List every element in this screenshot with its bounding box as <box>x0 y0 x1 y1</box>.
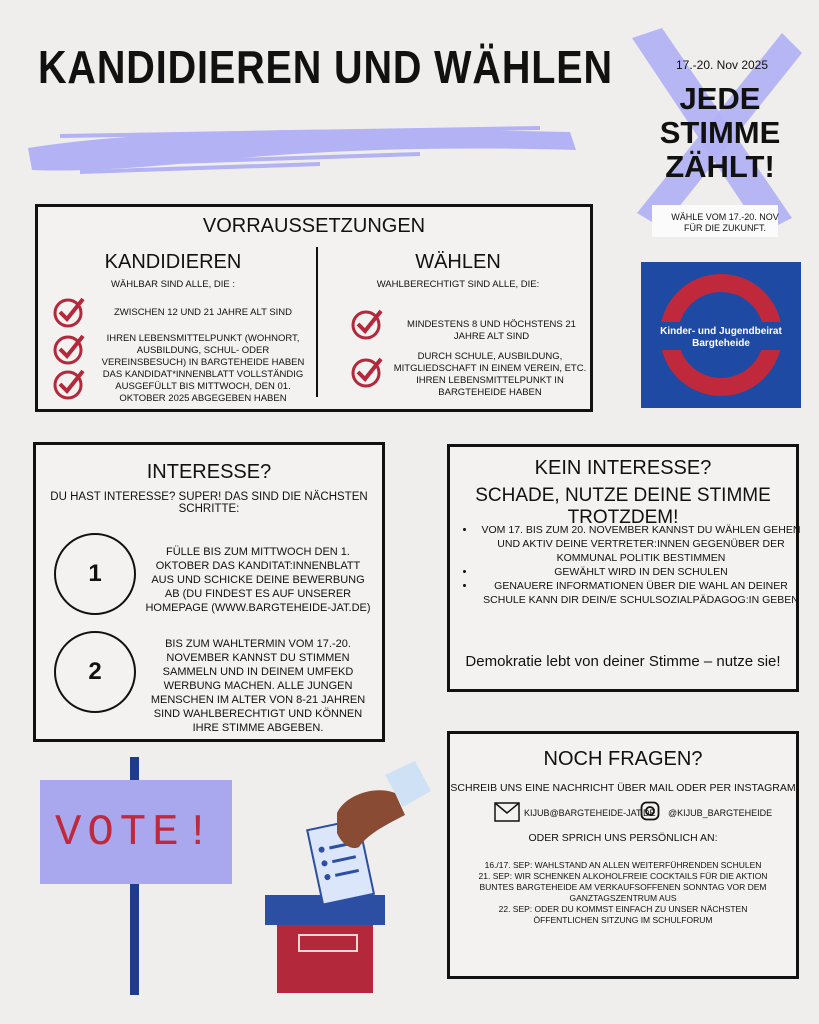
badge-sub-line-1: WÄHLE VOM 17.-20. NOV <box>671 212 779 222</box>
badge-line-2: STIMME <box>659 115 781 150</box>
kandidieren-item-3: DAS KANDIDAT*INNENBLATT VOLLSTÄNDIG AUSGEFÜLLT BIS MITTWOCH, DEN 01. OKTOBER 2025 ABGEGEBEN HABEN <box>102 369 304 404</box>
list-item: • VOM 17. BIS ZUM 20. NOVEMBER KANNST DU WÄHLEN GEHEN UND AKTIV DEINE VERTRETER:INNEN GEGENÜBER DER KOMMUNAL POLITIK BESTIMMEN <box>476 523 806 565</box>
list-item: 21. SEP: WIR SCHENKEN ALKOHOLFREIE COCKTAILS FÜR DIE AKTION BUNTES BARGTEHEIDE AM VERKAUFSOFFENEN SONNTAG VOR DEM GANZTAGSZENTRUM AUS <box>478 871 768 903</box>
badge-sub-line-2: FÜR DIE ZUKUNFT. <box>684 223 766 233</box>
badge-line-1: JEDE <box>679 81 761 116</box>
kein-interesse-title: KEIN INTERESSE? <box>534 457 712 479</box>
kein-interesse-subtitle: SCHADE, NUTZE DEINE STIMME TROTZDEM! <box>475 485 771 528</box>
waehlen-title: WÄHLEN <box>415 251 501 273</box>
list-item: • GENAUERE INFORMATIONEN ÜBER DIE WAHL AN DEINER SCHULE KANN DIR DEIN/E SCHULSOZIALPÄDAGOG:IN GEBEN <box>476 579 806 607</box>
badge-line-3: ZÄHLT! <box>665 149 775 184</box>
fragen-intro: SCHREIB UNS EINE NACHRICHT ÜBER MAIL ODER PER INSTAGRAM <box>450 782 796 794</box>
interesse-box <box>33 442 385 742</box>
ballot-box-illustration <box>255 755 435 995</box>
voraussetzungen-box <box>35 204 593 412</box>
step-text-1: FÜLLE BIS ZUM MITTWOCH DEN 1. OKTOBER DAS KANDITAT:INNENBLATT AUS UND SCHICKE DEINE BEWERBUNG AB (DU FINDEST ES AUF UNSERER HOMEPAGE (WWW.BARGTEHEIDE-JAT.DE) <box>145 546 371 614</box>
events-list <box>478 860 768 926</box>
kein-interesse-list <box>458 523 806 607</box>
kandidieren-item-2: IHREN LEBENSMITTELPUNKT (WOHNORT, AUSBILDUNG, SCHUL- ODER VEREINSBESUCH) IN BARGTEHEIDE HABEN <box>101 333 305 368</box>
logo-text <box>641 326 801 350</box>
kijub-logo <box>641 262 801 408</box>
closing-slogan: Demokratie lebt von deiner Stimme – nutze sie! <box>465 653 781 670</box>
interesse-intro: DU HAST INTERESSE? SUPER! DAS SIND DIE NÄCHSTEN SCHRITTE: <box>50 491 368 515</box>
step-number-2: 2 <box>54 631 136 713</box>
logo-line-2: Bargteheide <box>692 338 750 349</box>
kandidieren-intro: WÄHLBAR SIND ALLE, DIE : <box>110 279 236 290</box>
email-link[interactable]: KIJUB@BARGTEHEIDE-JAT.DE <box>524 808 656 818</box>
step-text-2: BIS ZUM WAHLTERMIN VOM 17.-20. NOVEMBER KANNST DU STIMMEN SAMMELN UND IN DEINEM UMFEKD WERBUNG MACHEN. ALLE JUNGEN MENSCHEN IM ALTER VON 8-21 JAHREN SIND WAHLBERECHTIGT UND KÖNNEN IHRE STIMME ABGEBEN. <box>150 638 366 734</box>
fragen-box <box>447 731 799 979</box>
kandidieren-item-1: ZWISCHEN 12 UND 21 JAHRE ALT SIND <box>113 307 293 318</box>
waehlen-item-2: DURCH SCHULE, AUSBILDUNG, MITGLIEDSCHAFT IN EINEM VEREIN, ETC. IHREN LEBENSMITTELPUNKT IN BARGTEHEIDE HABEN <box>393 351 587 398</box>
instagram-link[interactable]: @KIJUB_BARGTEHEIDE <box>668 808 773 818</box>
page-title: KANDIDIEREN UND WÄHLEN <box>38 41 613 93</box>
fragen-personal: ODER SPRICH UNS PERSÖNLICH AN: <box>528 832 718 844</box>
list-item: 22. SEP: ODER DU KOMMST EINFACH ZU UNSER NÄCHSTEN ÖFFENTLICHEN SITZUNG IM SCHULFORUM <box>498 904 748 925</box>
step-number-1: 1 <box>54 533 136 615</box>
instagram-icon <box>640 801 660 821</box>
waehlen-intro: WAHLBERECHTIGT SIND ALLE, DIE: <box>376 279 540 290</box>
badge-date: 17.-20. Nov 2025 <box>675 58 769 72</box>
checkmark-icon <box>52 295 86 329</box>
list-item: 16./17. SEP: WAHLSTAND AN ALLEN WEITERFÜHRENDEN SCHULEN <box>484 860 762 870</box>
kandidieren-title: KANDIDIEREN <box>104 251 242 273</box>
waehlen-item-1: MINDESTENS 8 UND HÖCHSTENS 21 JAHRE ALT SIND <box>407 319 576 342</box>
brush-stroke-decoration <box>20 120 580 182</box>
list-item: • GEWÄHLT WIRD IN DEN SCHULEN <box>476 565 806 579</box>
fragen-title: NOCH FRAGEN? <box>543 748 703 770</box>
checkmark-icon <box>350 307 384 341</box>
divider <box>316 247 318 397</box>
vote-sign-text: VOTE! <box>54 808 218 858</box>
checkmark-icon <box>52 367 86 401</box>
checkmark-icon <box>350 355 384 389</box>
kein-interesse-box <box>447 444 799 692</box>
interesse-title: INTERESSE? <box>146 461 272 483</box>
voraussetzungen-title: VORRAUSSETZUNGEN <box>202 215 426 237</box>
badge-subtitle <box>660 212 790 234</box>
badge-title <box>640 82 800 184</box>
logo-line-1: Kinder- und Jugendbeirat <box>660 326 782 337</box>
checkmark-icon <box>52 332 86 366</box>
mail-icon <box>494 802 520 822</box>
